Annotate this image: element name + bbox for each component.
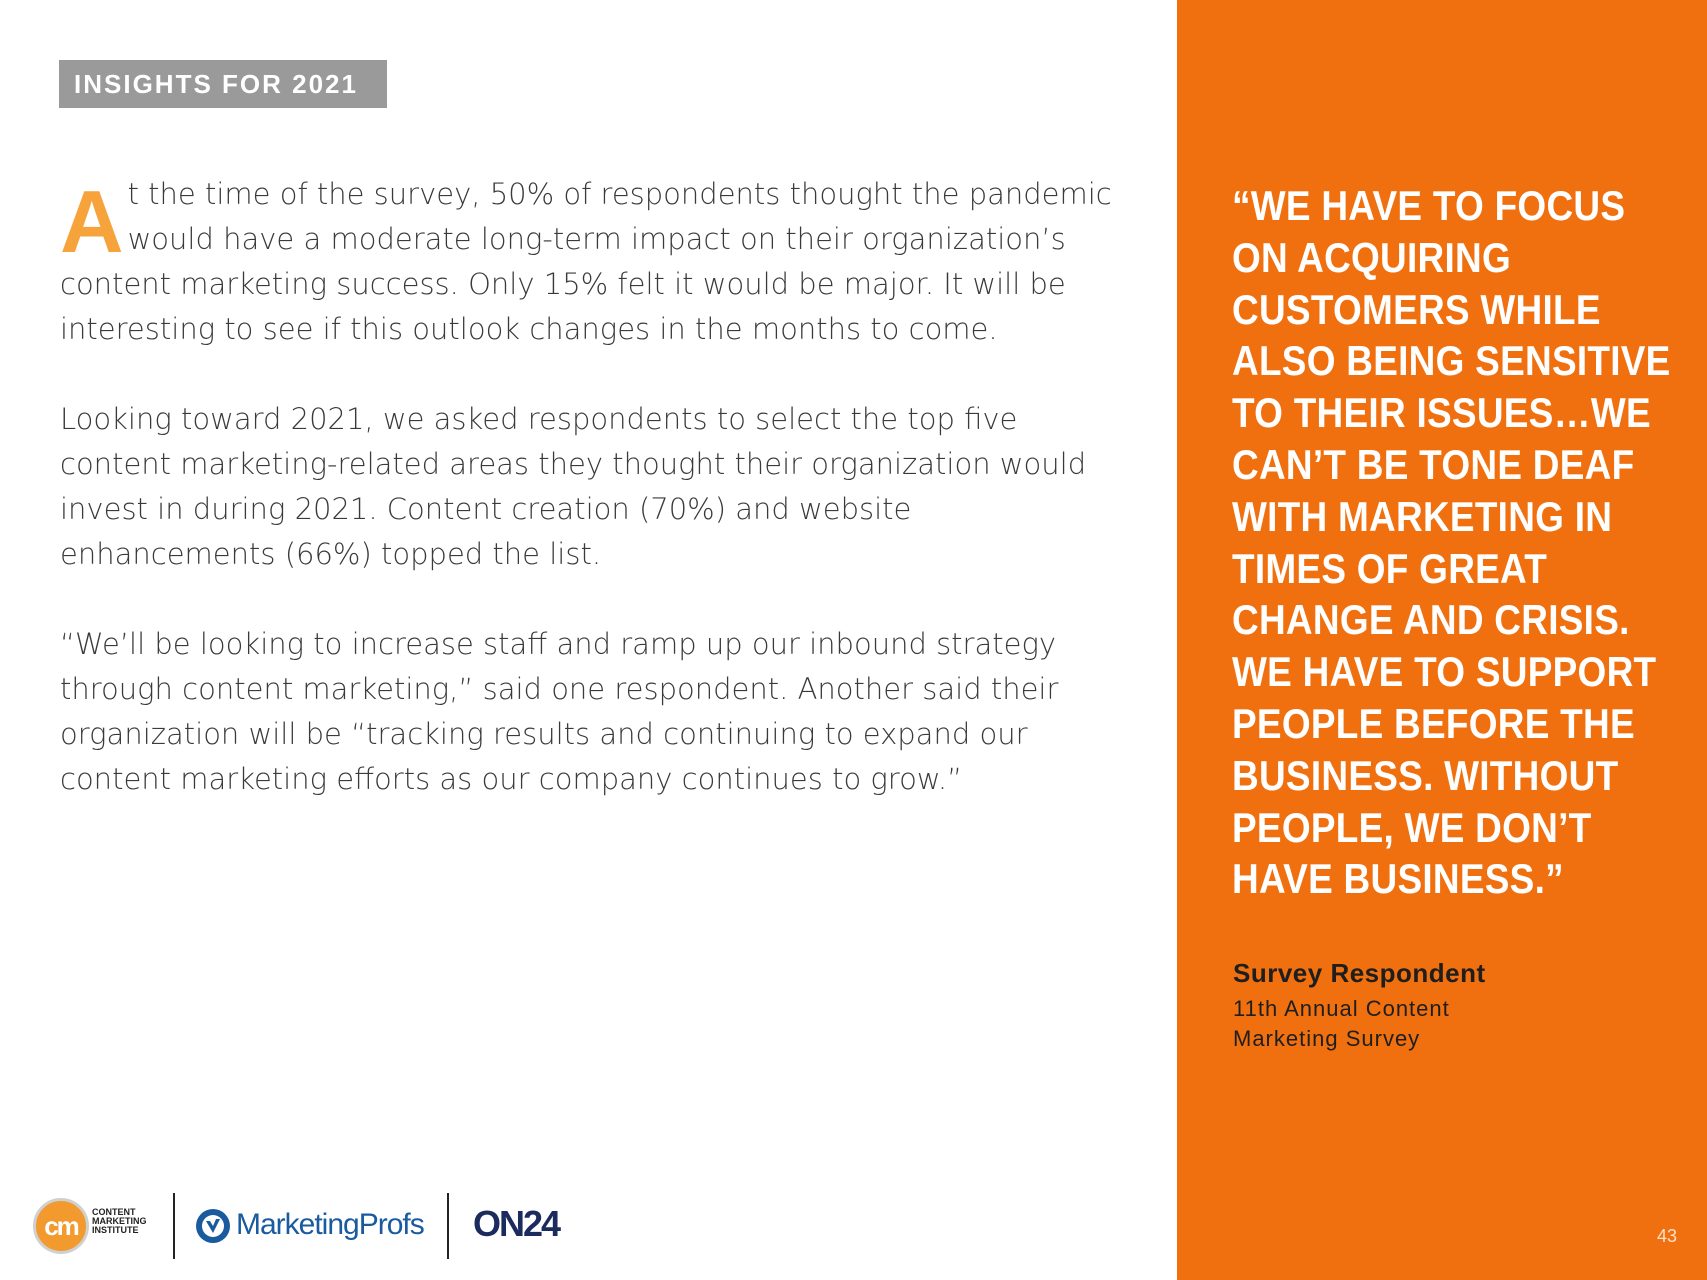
quote-attribution-source: 11th Annual Content Marketing Survey (1233, 996, 1450, 1051)
pull-quote: “WE HAVE TO FOCUS ON ACQUIRING CUSTOMERS WHILE ALSO BEING SENSITIVE TO THEIR ISSUES…WE CAN’T BE TONE DEAF WITH MARKETING IN TIMES OF GREAT CHANGE AND CRISIS. WE HAVE TO SUPPORT PEOPLE BEFORE THE BUSINESS. WITHOUT PEOPLE, WE DON’T HAVE BUSINESS.” (1232, 182, 1671, 903)
cmi-logo-text: CONTENT MARKETING INSTITUTE (92, 1207, 147, 1235)
cmi-logo-icon: cm (33, 1198, 89, 1254)
section-tag: INSIGHTS FOR 2021 (59, 60, 387, 108)
quote-attribution-name: Survey Respondent (1233, 958, 1486, 988)
page-number: 43 (1656, 1226, 1677, 1246)
marketingprofs-logo-icon (194, 1207, 232, 1245)
partner-logos (30, 1190, 590, 1260)
logo-divider (447, 1193, 449, 1259)
drop-cap: A (60, 172, 124, 271)
paragraph-1 (60, 172, 1120, 352)
on24-logo: ON24 (473, 1203, 560, 1244)
paragraph-3: “We’ll be looking to increase staff and ramp up our inbound strategy through content marketing,” said one respondent. Another said their organization will be “tracking results and continuing to expand our content marketing efforts as our company continues to grow.” (60, 627, 1059, 796)
logo-divider (173, 1193, 175, 1259)
quote-panel (1177, 0, 1707, 1280)
paragraph-2: Looking toward 2021, we asked respondents to select the top five content marketing-related areas they thought their organization would invest in during 2021. Content creation (70%) and website enhancements (66%) topped the list. (60, 402, 1087, 571)
paragraph-1-text: t the time of the survey, 50% of respondents thought the pandemic would have a moderate long-term impact on their organization’s content marketing success. Only 15% felt it would be major. It will be interesting to see if this outlook changes in the months to come. (60, 177, 1112, 346)
body-text (60, 172, 1120, 847)
marketingprofs-logo-text: MarketingProfs (236, 1208, 424, 1241)
